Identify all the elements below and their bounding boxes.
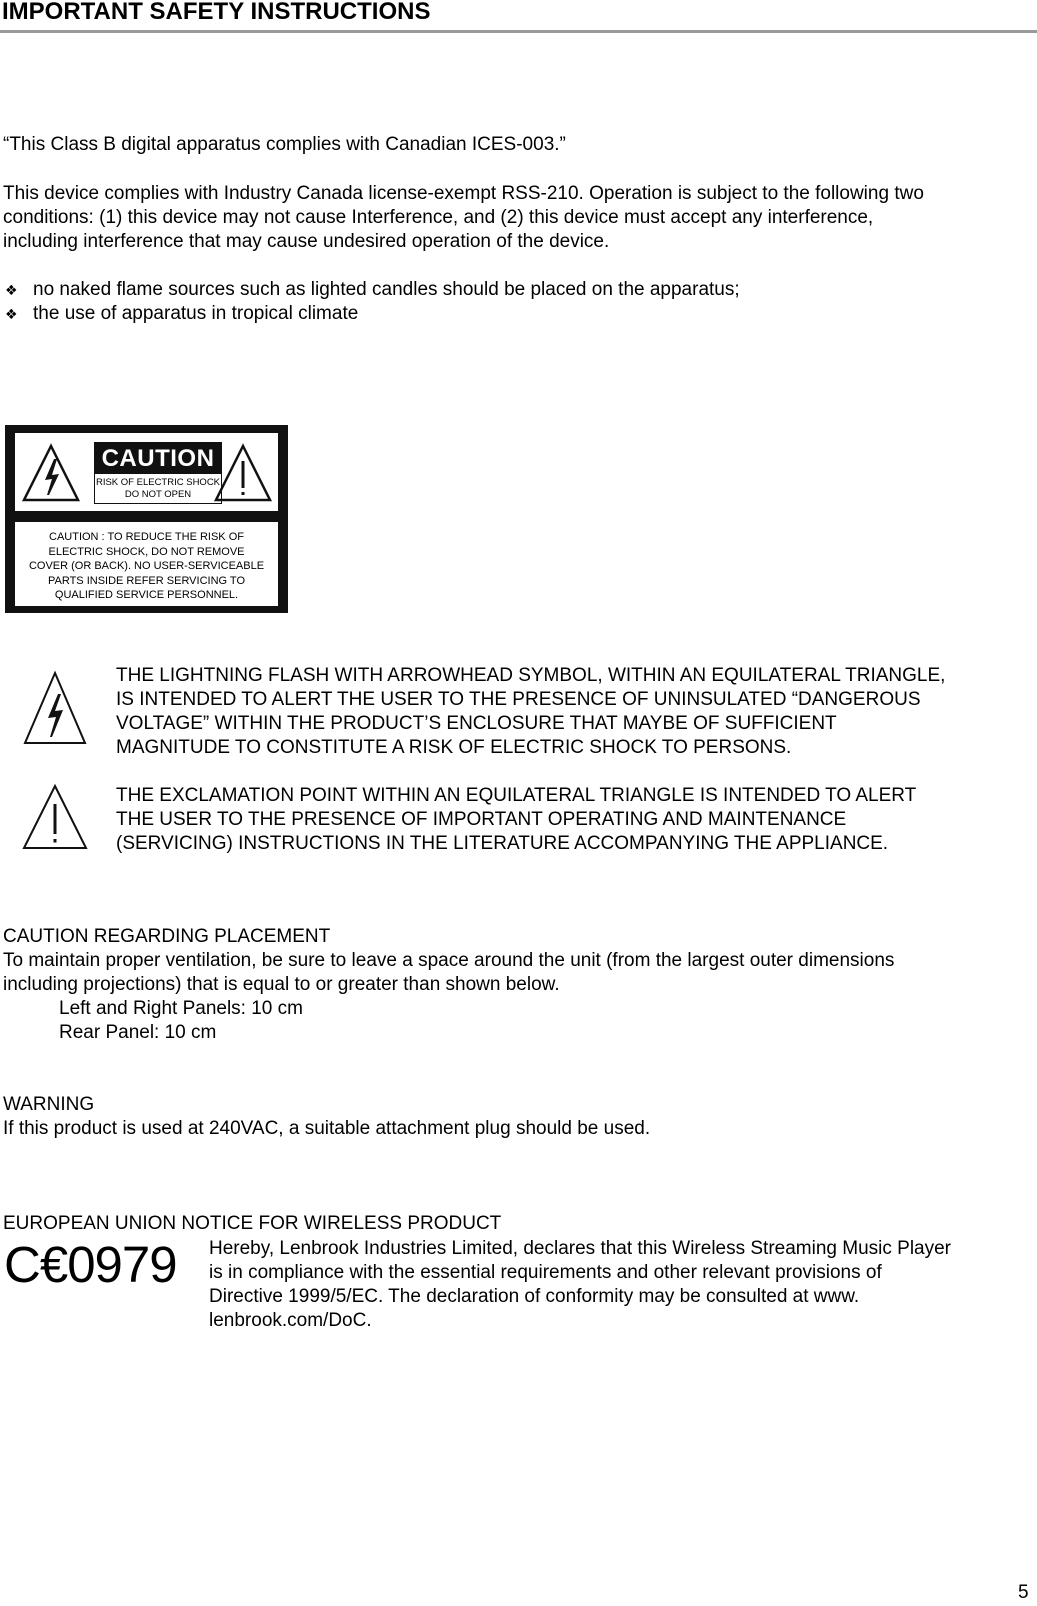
bullet-icon: ❖ <box>5 282 18 298</box>
caution-body-line-4: PARTS INSIDE REFER SERVICING TO <box>47 574 246 587</box>
placement-line-2: including projections) that is equal to or greater than shown below. <box>3 974 560 995</box>
lightning-explanation-line-4: MAGNITUDE TO CONSTITUTE A RISK OF ELECTRIC SHOCK TO PERSONS. <box>116 737 792 758</box>
exclamation-triangle-icon <box>22 784 88 850</box>
eu-notice-line-4: lenbrook.com/DoC. <box>209 1310 372 1331</box>
exclamation-explanation-line-2: THE USER TO THE PRESENCE OF IMPORTANT OPERATING AND MAINTENANCE <box>116 809 847 830</box>
exclamation-explanation-line-3: (SERVICING) INSTRUCTIONS IN THE LITERATURE ACCOMPANYING THE APPLIANCE. <box>116 833 889 854</box>
warning-text: If this product is used at 240VAC, a suitable attachment plug should be used. <box>3 1118 651 1139</box>
bullet-icon: ❖ <box>5 306 18 322</box>
ce-mark: C€0979 <box>4 1236 177 1293</box>
bullet-item-2: the use of apparatus in tropical climate <box>33 303 359 324</box>
rss-statement-line-3: including interference that may cause undesired operation of the device. <box>3 231 610 252</box>
page-title: IMPORTANT SAFETY INSTRUCTIONS <box>2 0 431 25</box>
caution-label-bottom-panel <box>15 522 278 606</box>
caution-label-top-panel <box>15 433 278 511</box>
caution-body-line-1: CAUTION : TO REDUCE THE RISK OF <box>49 531 244 543</box>
eu-notice-heading: EUROPEAN UNION NOTICE FOR WIRELESS PRODUCT <box>3 1213 502 1234</box>
caution-heading: CAUTION <box>95 443 221 474</box>
caution-subline-2: DO NOT OPEN <box>124 489 192 500</box>
lightning-triangle-icon <box>21 443 81 503</box>
warning-heading: WARNING <box>3 1094 95 1115</box>
exclamation-triangle-icon <box>213 443 273 503</box>
bullet-item-1: no naked flame sources such as lighted candles should be placed on the apparatus; <box>33 279 740 300</box>
title-underline <box>0 30 1037 33</box>
placement-line-1: To maintain proper ventilation, be sure to leave a space around the unit (from the largest outer dimensions <box>3 950 895 971</box>
placement-rear: Rear Panel: 10 cm <box>59 1022 217 1043</box>
caution-body-line-3: COVER (OR BACK). NO USER-SERVICEABLE <box>28 560 265 573</box>
lightning-triangle-icon <box>22 670 88 745</box>
caution-body-line-5: QUALIFIED SERVICE PERSONNEL. <box>54 589 239 602</box>
rss-statement-line-2: conditions: (1) this device may not cause Interference, and (2) this device must accept any interference, <box>3 207 874 228</box>
eu-notice-line-3: Directive 1999/5/EC. The declaration of conformity may be consulted at www. <box>209 1286 860 1307</box>
exclamation-explanation-line-1: THE EXCLAMATION POINT WITHIN AN EQUILATERAL TRIANGLE IS INTENDED TO ALERT <box>116 785 917 806</box>
eu-notice-line-2: is in compliance with the essential requirements and other relevant provisions of <box>209 1262 882 1283</box>
placement-left-right: Left and Right Panels: 10 cm <box>59 998 303 1019</box>
caution-subline-1: RISK OF ELECTRIC SHOCK <box>95 477 221 488</box>
lightning-explanation-line-2: IS INTENDED TO ALERT THE USER TO THE PRESENCE OF UNINSULATED “DANGEROUS <box>116 689 921 710</box>
caution-body-line-2: ELECTRIC SHOCK, DO NOT REMOVE <box>48 545 245 558</box>
caution-label-body <box>15 530 278 603</box>
caution-heading-box <box>94 442 222 504</box>
placement-heading: CAUTION REGARDING PLACEMENT <box>3 926 331 947</box>
ices-statement: “This Class B digital apparatus complies with Canadian ICES-003.” <box>3 134 566 155</box>
lightning-explanation-line-1: THE LIGHTNING FLASH WITH ARROWHEAD SYMBOL, WITHIN AN EQUILATERAL TRIANGLE, <box>116 665 946 686</box>
caution-label <box>5 425 288 613</box>
lightning-explanation-line-3: VOLTAGE” WITHIN THE PRODUCT’S ENCLOSURE THAT MAYBE OF SUFFICIENT <box>116 713 837 734</box>
page-number: 5 <box>1018 1582 1029 1603</box>
eu-notice-line-1: Hereby, Lenbrook Industries Limited, declares that this Wireless Streaming Music Player <box>209 1238 952 1259</box>
rss-statement-line-1: This device complies with Industry Canada license-exempt RSS-210. Operation is subject to the following two <box>3 183 924 204</box>
